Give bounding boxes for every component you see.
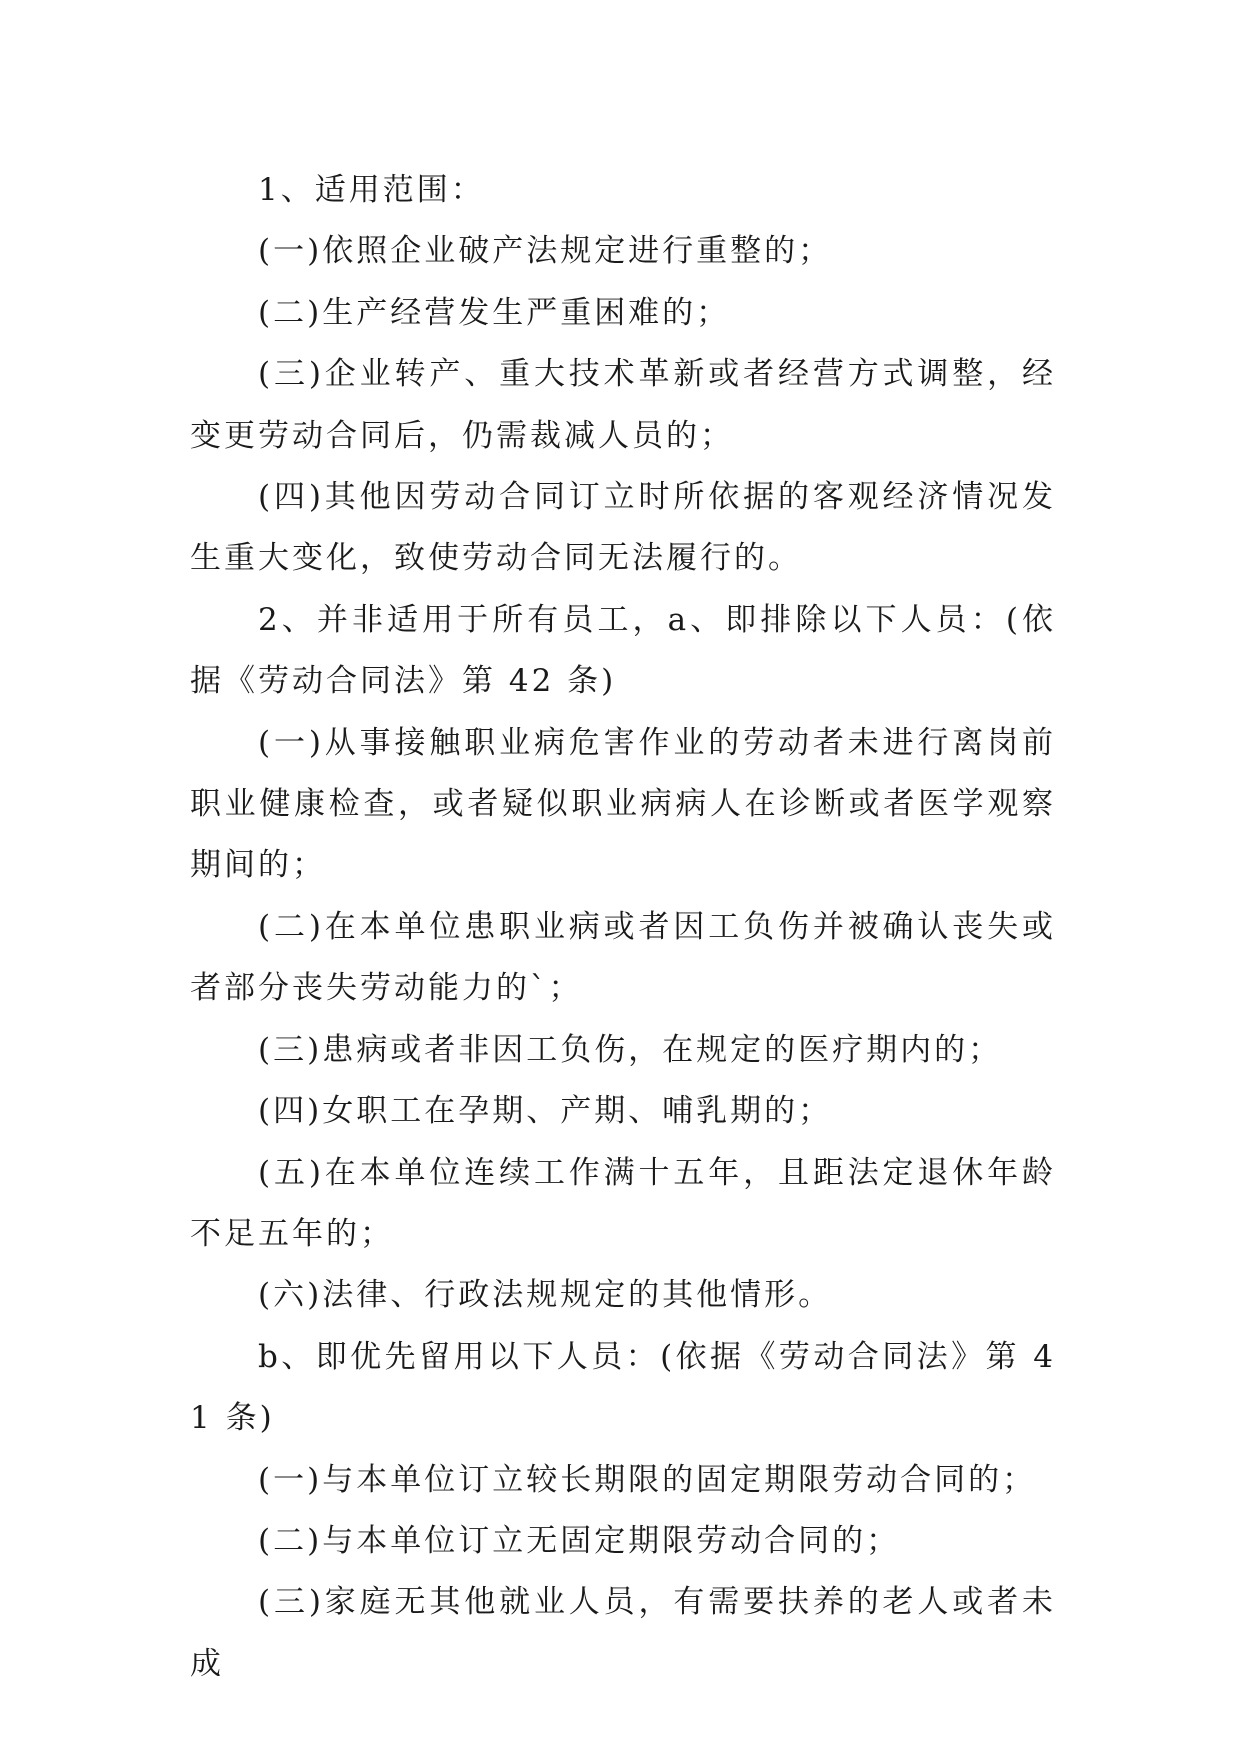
- paragraph-retention-item-2: (二)与本单位订立无固定期限劳动合同的；: [258, 1522, 901, 1559]
- paragraph-scope-item-3: (三)企业转产、重大技术革新或者经营方式调整，经变更劳动合同后，仍需裁减人员的；: [190, 356, 1056, 454]
- paragraph-exclusion-item-6: (六)法律、行政法规规定的其他情形。: [258, 1277, 833, 1314]
- paragraph-exclusion-item-4: (四)女职工在孕期、产期、哺乳期的；: [258, 1093, 833, 1130]
- document-page: [190, 160, 1056, 1695]
- paragraph-exclusion-item-5: (五)在本单位连续工作满十五年，且距法定退休年龄不足五年的；: [190, 1154, 1056, 1252]
- paragraph-exclusion-item-1: (一)从事接触职业病危害作业的劳动者未进行离岗前职业健康检查，或者疑似职业病病人在诊断或者医学观察期间的；: [190, 724, 1056, 884]
- paragraph-retention-item-3: (三)家庭无其他就业人员，有需要扶养的老人或者未成: [190, 1584, 1056, 1682]
- paragraph-retention-heading: b、即优先留用以下人员：(依据《劳动合同法》第 41 条): [190, 1338, 1056, 1437]
- paragraph-scope-item-1: (一)依照企业破产法规定进行重整的；: [258, 233, 833, 270]
- paragraph-scope-heading: 1、适用范围：: [258, 172, 485, 208]
- paragraph-exclusion-heading: 2、并非适用于所有员工，a、即排除以下人员：(依据《劳动合同法》第 42 条): [190, 601, 1056, 700]
- paragraph-retention-item-1: (一)与本单位订立较长期限的固定期限劳动合同的；: [258, 1461, 1037, 1498]
- paragraph-scope-item-2: (二)生产经营发生严重困难的；: [258, 294, 731, 331]
- paragraph-exclusion-item-3: (三)患病或者非因工负伤，在规定的医疗期内的；: [258, 1031, 1003, 1068]
- paragraph-scope-item-4: (四)其他因劳动合同订立时所依据的客观经济情况发生重大变化，致使劳动合同无法履行的。: [190, 479, 1056, 577]
- paragraph-exclusion-item-2: (二)在本单位患职业病或者因工负伤并被确认丧失或者部分丧失劳动能力的`；: [190, 908, 1056, 1007]
